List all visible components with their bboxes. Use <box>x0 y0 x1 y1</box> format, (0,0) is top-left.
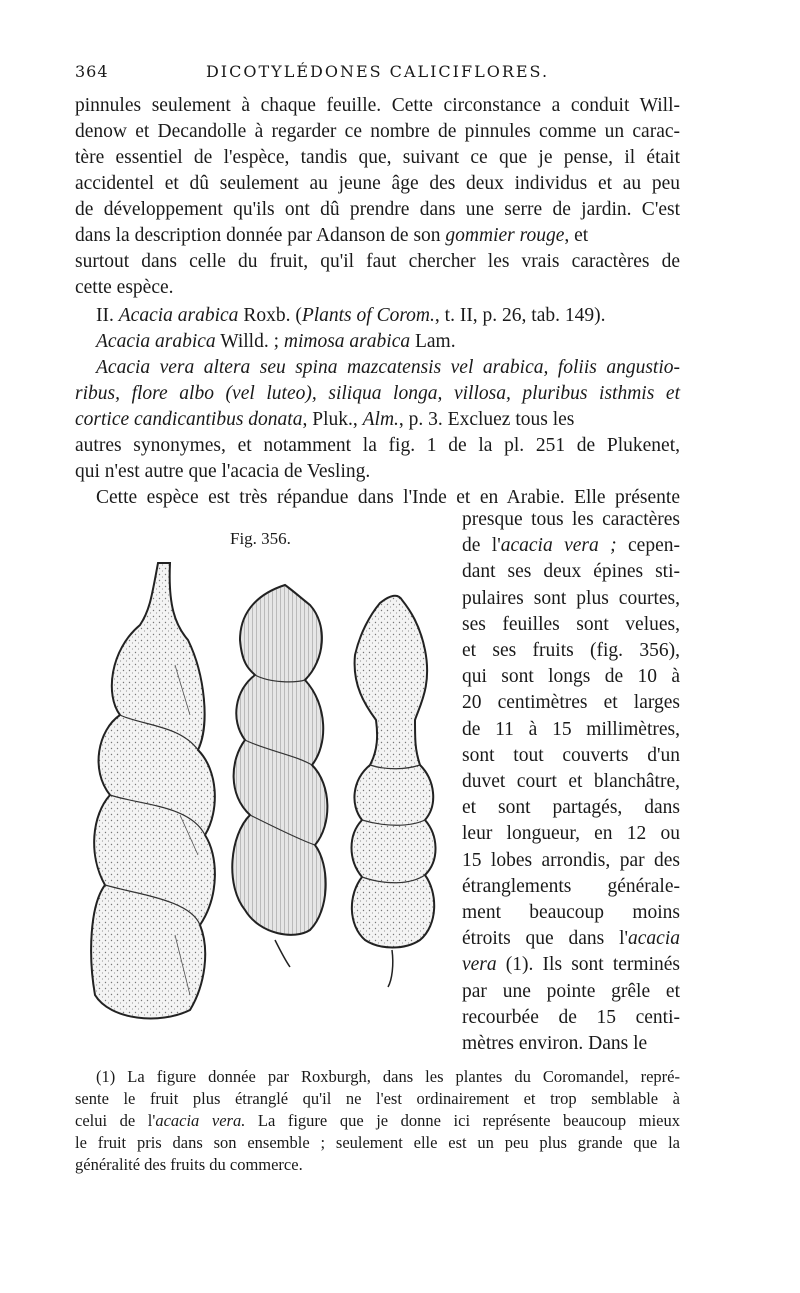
column-line: 20 centimètres et larges <box>462 692 680 714</box>
column-line: duvet court et blanchâtre, <box>462 771 680 792</box>
text-span: de l' <box>462 535 501 557</box>
italic-term: Acacia arabica <box>118 305 239 326</box>
text-span: Willd. ; <box>215 331 284 352</box>
text-line: pinnules seulement à chaque feuille. Cette circonstance a conduit Will- <box>75 95 680 116</box>
column-line <box>462 926 680 952</box>
footnote-line: généralité des fruits du commerce. <box>75 1155 303 1174</box>
text-line: surtout dans celle du fruit, qu'il faut chercher les vrais caractères de <box>75 251 680 272</box>
text-line: ribus, flore albo (vel luteo), siliqua longa, villosa, pluribus isthmis et <box>75 383 680 404</box>
text-span: celui de l' <box>75 1111 156 1130</box>
text-span: , t. II, p. 26, tab. 149). <box>434 305 606 326</box>
text-line <box>75 223 680 249</box>
fruit-illustration <box>80 555 460 1030</box>
italic-term: acacia vera. <box>155 1111 246 1130</box>
synonym-line <box>96 329 456 355</box>
text-span: La figure que je donne ici représente beaucoup mieux <box>245 1111 680 1130</box>
column-line: 15 lobes arrondis, par des <box>462 849 680 871</box>
italic-term: gommier rouge <box>445 225 565 246</box>
text-span: étroits que dans l' <box>462 928 629 950</box>
text-span: cepen- <box>616 535 680 557</box>
text-line: autres synonymes, et notamment la fig. 1 de la pl. 251 de Plukenet, <box>75 435 680 456</box>
column-line: sont tout couverts d'un <box>462 744 680 766</box>
text-span: II. <box>96 305 119 326</box>
column-line <box>462 533 680 559</box>
species-heading <box>96 303 606 329</box>
column-line: étranglements générale- <box>462 875 680 897</box>
text-line: Acacia vera altera seu spina mazcatensis vel arabica, foliis angustio- <box>96 357 680 378</box>
running-title: DICOTYLÉDONES CALICIFLORES. <box>205 62 550 81</box>
column-line: de 11 à 15 millimètres, <box>462 718 680 740</box>
column-line: leur longueur, en 12 ou <box>462 823 680 845</box>
figure-acacia-fruits <box>80 555 460 1030</box>
footnote-line <box>75 1110 680 1132</box>
column-line: et ses fruits (fig. 356), <box>462 640 680 661</box>
column-line: qui sont longs de 10 à <box>462 666 680 688</box>
italic-term: Acacia arabica <box>96 331 216 352</box>
text-span: Roxb. ( <box>238 305 302 326</box>
footnote-line: (1) La figure donnée par Roxburgh, dans les plantes du Coromandel, repré- <box>96 1067 680 1086</box>
column-line: dant ses deux épines sti- <box>462 561 680 583</box>
text-line: denow et Decandolle à regarder ce nombre de pinnules comme un carac- <box>75 121 680 142</box>
text-span: (1). Ils sont terminés <box>496 954 680 976</box>
column-line: recourbée de 15 centi- <box>462 1006 680 1028</box>
text-line: accidentel et dû seulement au jeune âge des deux individus et au peu <box>75 173 680 194</box>
column-line: et sont partagés, dans <box>462 797 680 819</box>
text-span: Lam. <box>410 331 456 352</box>
column-line <box>462 952 680 978</box>
text-line: de développement qu'ils ont dû prendre dans une serre de jardin. C'est <box>75 199 680 220</box>
text-line: qui n'est autre que l'acacia de Vesling. <box>75 461 371 482</box>
italic-term: vera <box>462 954 497 976</box>
pod-left <box>91 563 215 1018</box>
footnote-line: sente le fruit plus étranglé qu'il ne l'est ordinairement et trop semblable à <box>75 1089 680 1108</box>
text-span: , et <box>564 225 589 246</box>
column-line: presque tous les caractères <box>462 509 680 530</box>
text-span: dans la description donnée par Adanson de son <box>75 225 446 246</box>
column-line: ment beaucoup moins <box>462 902 680 923</box>
italic-term: Alm. <box>362 409 399 430</box>
italic-term: cortice candicantibus donata <box>75 409 303 430</box>
column-line: pulaires sont plus courtes, <box>462 587 680 609</box>
text-line: tère essentiel de l'espèce, tandis que, suivant ce que je pense, il était <box>75 147 680 168</box>
italic-term: mimosa arabica <box>283 331 411 352</box>
text-line: cette espèce. <box>75 277 174 298</box>
pod-right <box>352 596 436 987</box>
text-span: , p. 3. Excluez tous les <box>398 409 575 430</box>
text-span: , Pluk., <box>302 409 363 430</box>
figure-caption: Fig. 356. <box>230 529 291 548</box>
text-line: Cette espèce est très répandue dans l'Inde et en Arabie. Elle présente <box>96 487 680 508</box>
italic-term: acacia <box>628 928 680 950</box>
footnote-line: le fruit pris dans son ensemble ; seulement elle est un peu plus grande que la <box>75 1133 680 1152</box>
column-line: ses feuilles sont velues, <box>462 613 680 635</box>
column-line: mètres environ. Dans le <box>462 1033 648 1054</box>
running-header <box>75 62 680 86</box>
pod-middle <box>232 585 327 967</box>
column-line: par une pointe grêle et <box>462 980 680 1002</box>
page-number: 364 <box>75 62 109 81</box>
italic-term: Plants of Corom. <box>301 305 435 326</box>
text-line <box>75 407 680 433</box>
italic-term: acacia vera ; <box>500 535 617 557</box>
